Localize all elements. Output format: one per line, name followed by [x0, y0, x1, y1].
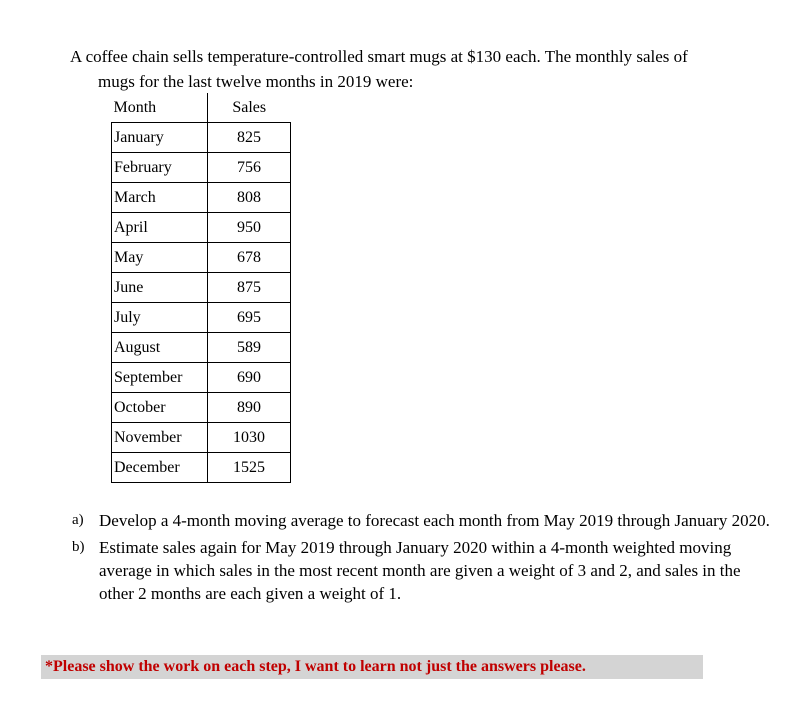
month-cell: October	[112, 393, 208, 423]
sales-cell: 825	[208, 123, 291, 153]
sales-cell: 678	[208, 243, 291, 273]
sales-cell: 695	[208, 303, 291, 333]
sales-cell: 589	[208, 333, 291, 363]
month-cell: November	[112, 423, 208, 453]
question-list	[72, 509, 772, 609]
table-row	[112, 213, 291, 243]
table-row	[112, 453, 291, 483]
table-row	[112, 363, 291, 393]
question-b	[72, 536, 772, 605]
month-cell: September	[112, 363, 208, 393]
month-cell: April	[112, 213, 208, 243]
table-row	[112, 273, 291, 303]
header-sales: Sales	[208, 93, 291, 123]
question-a-text: Develop a 4-month moving average to forecast each month from May 2019 through January 2020.	[99, 511, 770, 530]
month-cell: August	[112, 333, 208, 363]
table-row	[112, 123, 291, 153]
sales-cell: 808	[208, 183, 291, 213]
question-b-marker: b)	[72, 539, 85, 555]
table-row	[112, 243, 291, 273]
sales-cell: 950	[208, 213, 291, 243]
show-work-note: *Please show the work on each step, I want to learn not just the answers please.	[41, 655, 703, 679]
month-cell: July	[112, 303, 208, 333]
month-cell: December	[112, 453, 208, 483]
sales-cell: 690	[208, 363, 291, 393]
month-cell: March	[112, 183, 208, 213]
month-cell: February	[112, 153, 208, 183]
table-row	[112, 153, 291, 183]
sales-cell: 875	[208, 273, 291, 303]
intro-line-1: A coffee chain sells temperature-controlled smart mugs at $130 each. The monthly sales of	[70, 47, 688, 66]
month-cell: January	[112, 123, 208, 153]
sales-cell: 1525	[208, 453, 291, 483]
sales-cell: 756	[208, 153, 291, 183]
month-cell: June	[112, 273, 208, 303]
table-header-row	[112, 93, 291, 123]
month-cell: May	[112, 243, 208, 273]
question-b-text: Estimate sales again for May 2019 through January 2020 within a 4-month weighted moving average in which sales in the most recent month are given a weight of 3 and 2, and sales in the other 2 months are each given a weight of 1.	[99, 538, 741, 603]
monthly-sales-table	[111, 93, 291, 483]
table-row	[112, 423, 291, 453]
table-row	[112, 333, 291, 363]
question-a-marker: a)	[72, 512, 84, 528]
header-month: Month	[112, 93, 208, 123]
intro-paragraph	[70, 44, 782, 94]
sales-cell: 1030	[208, 423, 291, 453]
table-row	[112, 393, 291, 423]
table-row	[112, 303, 291, 333]
question-a	[72, 509, 772, 532]
table-row	[112, 183, 291, 213]
intro-line-2: mugs for the last twelve months in 2019 were:	[98, 72, 414, 91]
sales-cell: 890	[208, 393, 291, 423]
